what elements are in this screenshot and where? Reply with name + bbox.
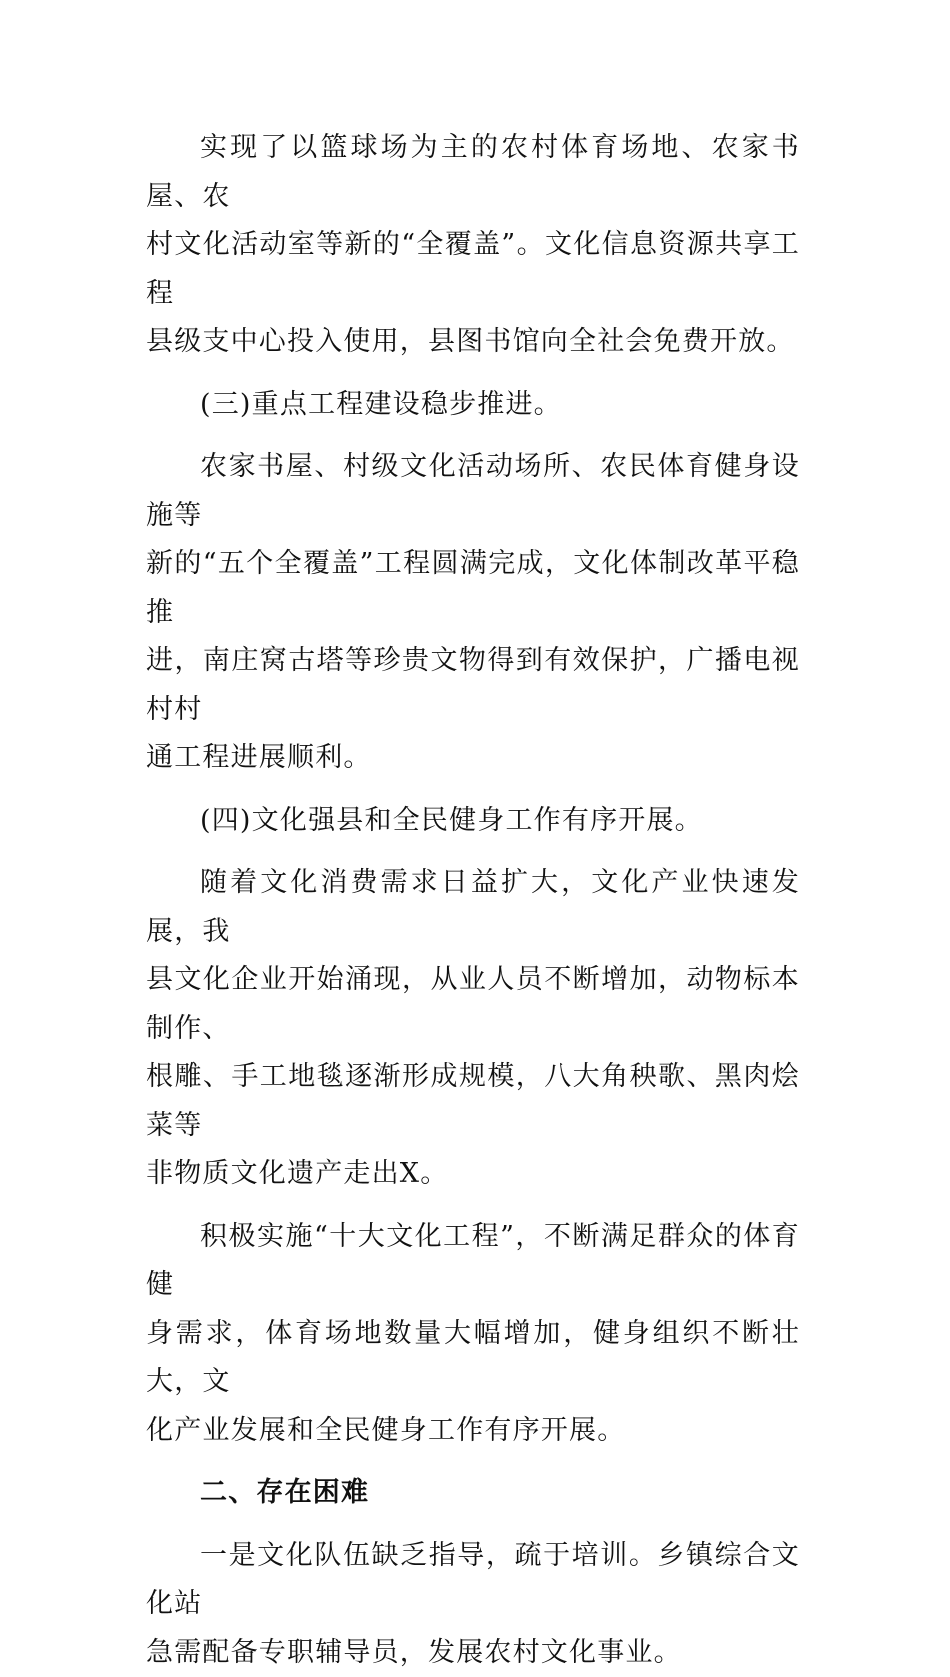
spacer (146, 429, 800, 443)
paragraph-team-training: 一是文化队伍缺乏指导，疏于培训。乡镇综合文化站 急需配备专职辅导员，发展农村文化事业。 (146, 1532, 800, 1677)
paragraph-five-coverage: 农家书屋、村级文化活动场所、农民体育健身设施等 新的“五个全覆盖”工程圆满完成，文化体制改革平稳推 进，南庄窝古塔等珍贵文物得到有效保护，广播电视村村 通工程进展顺利。 (146, 443, 800, 783)
spacer (146, 367, 800, 381)
spacer (146, 1455, 800, 1469)
subheading-culture-fitness: (四)文化强县和全民健身工作有序开展。 (146, 797, 800, 846)
spacer (146, 845, 800, 859)
spacer (146, 783, 800, 797)
section-heading-difficulties: 二、存在困难 (146, 1469, 800, 1518)
paragraph-ten-projects: 积极实施“十大文化工程”，不断满足群众的体育健 身需求，体育场地数量大幅增加，健身组织不断壮大，文 化产业发展和全民健身工作有序开展。 (146, 1213, 800, 1456)
paragraph-rural-facilities: 实现了以篮球场为主的农村体育场地、农家书屋、农 村文化活动室等新的“全覆盖”。文化信息资源共享工程 县级支中心投入使用，县图书馆向全社会免费开放。 (146, 124, 800, 367)
subheading-key-projects: (三)重点工程建设稳步推进。 (146, 381, 800, 430)
spacer (146, 1518, 800, 1532)
spacer (146, 1199, 800, 1213)
paragraph-cultural-industry: 随着文化消费需求日益扩大，文化产业快速发展，我 县文化企业开始涌现，从业人员不断增加，动物标本制作、 根雕、手工地毯逐渐形成规模，八大角秧歌、黑肉烩菜等 非物质文化遗产走出X。 (146, 859, 800, 1199)
